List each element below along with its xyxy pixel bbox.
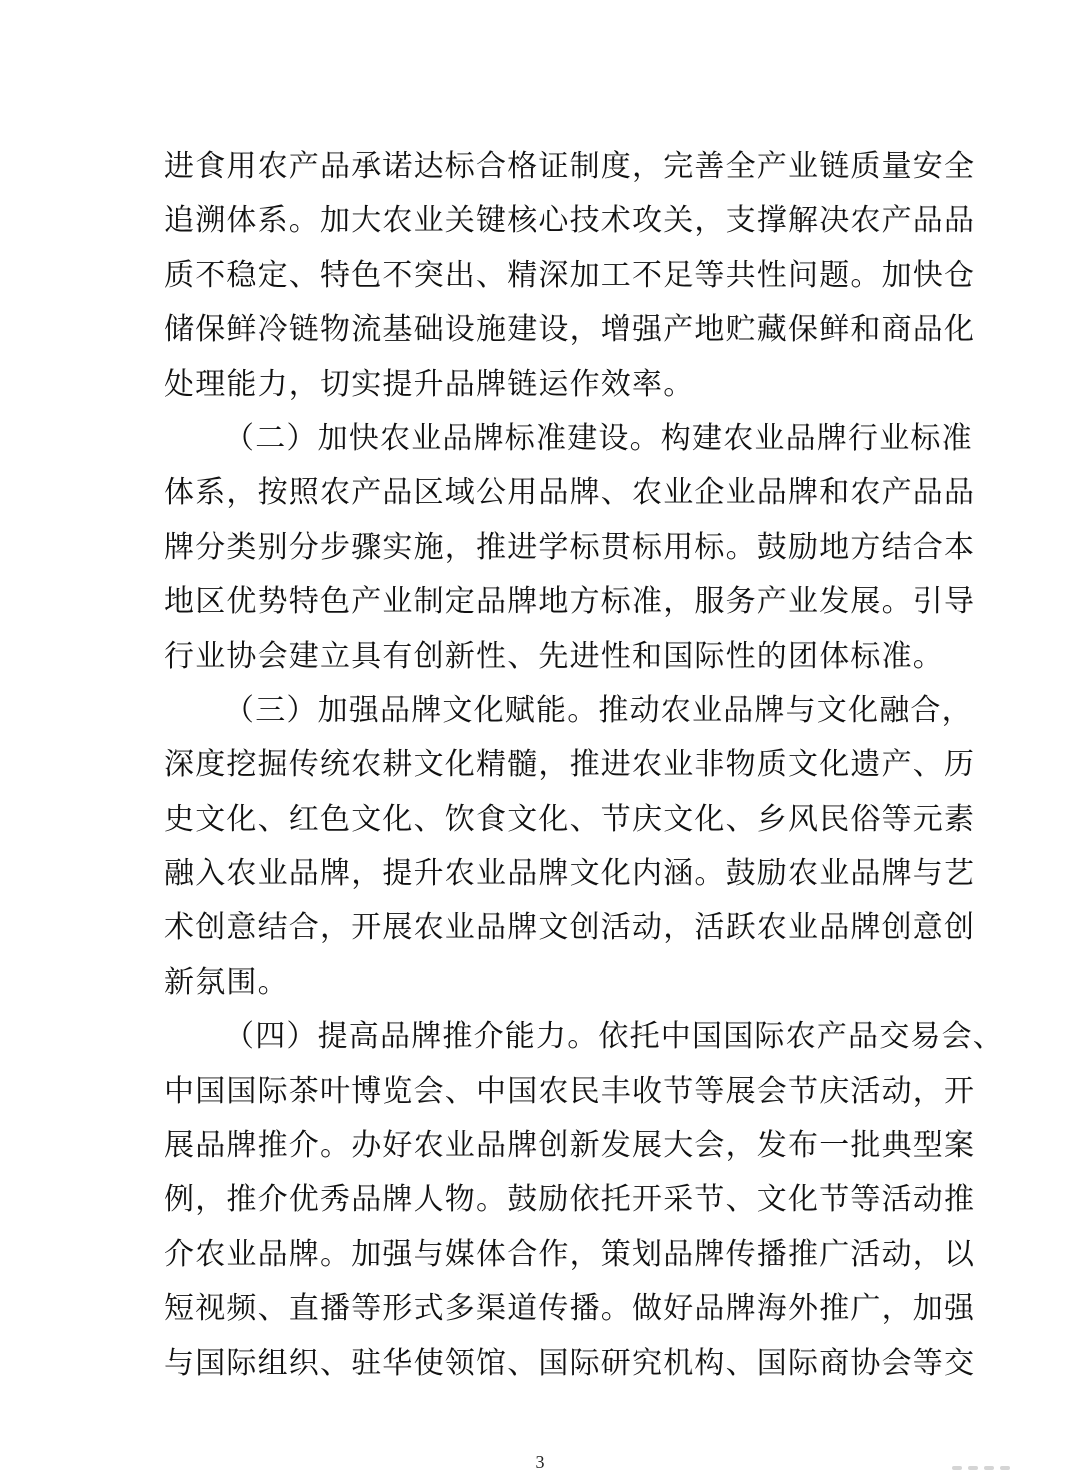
text-line: 介农业品牌。加强与媒体合作，策划品牌传播推广活动，以 — [164, 1236, 976, 1272]
text-line: 史文化、红色文化、饮食文化、节庆文化、乡风民俗等元素 — [164, 801, 976, 837]
watermark-logo-icon — [952, 1455, 1042, 1465]
text-line: 地区优势特色产业制定品牌地方标准，服务产业发展。引导 — [164, 584, 976, 620]
text-line: 质不稳定、特色不突出、精深加工不足等共性问题。加快仓 — [164, 257, 976, 293]
body-text — [164, 140, 1004, 1391]
text-line: （四）提高品牌推介能力。依托中国国际农产品交易会、 — [224, 1019, 1004, 1055]
text-line: （三）加强品牌文化赋能。推动农业品牌与文化融合， — [224, 692, 973, 728]
text-line: 牌分类别分步骤实施，推进学标贯标用标。鼓励地方结合本 — [164, 529, 976, 565]
text-line: 与国际组织、驻华使领馆、国际研究机构、国际商协会等交 — [164, 1345, 976, 1381]
text-line: 追溯体系。加大农业关键核心技术攻关，支撑解决农产品品 — [164, 203, 976, 239]
text-line: 短视频、直播等形式多渠道传播。做好品牌海外推广，加强 — [164, 1291, 976, 1327]
text-line: 术创意结合，开展农业品牌文创活动，活跃农业品牌创意创 — [164, 910, 976, 946]
text-line: 融入农业品牌，提升农业品牌文化内涵。鼓励农业品牌与艺 — [164, 856, 976, 892]
page-number: 3 — [535, 1452, 545, 1472]
text-line: 进食用农产品承诺达标合格证制度，完善全产业链质量安全 — [164, 149, 976, 184]
text-line: 新氛围。 — [164, 964, 289, 1000]
text-line: 深度挖掘传统农耕文化精髓，推进农业非物质文化遗产、历 — [164, 747, 976, 783]
text-line: 储保鲜冷链物流基础设施建设，增强产地贮藏保鲜和商品化 — [164, 312, 976, 348]
text-line: 体系，按照农产品区域公用品牌、农业企业品牌和农产品品 — [164, 475, 976, 511]
text-line: 中国国际茶叶博览会、中国农民丰收节等展会节庆活动，开 — [164, 1073, 976, 1109]
text-line: 展品牌推介。办好农业品牌创新发展大会，发布一批典型案 — [164, 1128, 976, 1164]
text-line: 处理能力，切实提升品牌链运作效率。 — [164, 366, 695, 402]
text-line: （二）加快农业品牌标准建设。构建农业品牌行业标准 — [224, 420, 973, 456]
text-line: 行业协会建立具有创新性、先进性和国际性的团体标准。 — [164, 638, 944, 674]
text-line: 例，推介优秀品牌人物。鼓励依托开采节、文化节等活动推 — [164, 1182, 976, 1218]
